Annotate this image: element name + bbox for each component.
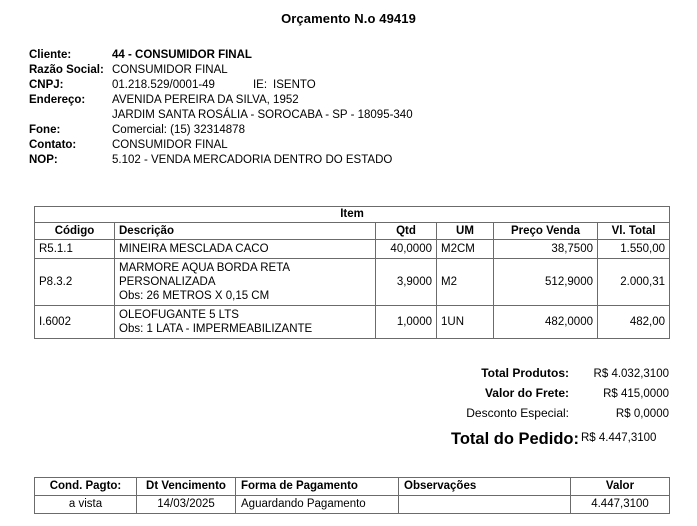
cell-descricao [115,259,376,306]
description-line: OLEOFUGANTE 5 LTS [119,309,239,321]
total-row-pedido [430,430,669,456]
value-fone: Comercial: (15) 32314878 [112,124,245,136]
label-ie: IE: [252,79,268,91]
cell-um: M2 [437,259,494,306]
label-razao-social: Razão Social: [29,64,104,76]
cell-total: 2.000,31 [598,259,670,306]
column-header-forma-pagamento: Forma de Pagamento [236,478,399,496]
value-cliente: 44 - CONSUMIDOR FINAL [112,49,252,61]
cell-codigo: I.6002 [35,306,115,339]
cell-qtd: 40,0000 [376,240,437,259]
cell-preco: 38,7500 [494,240,598,259]
cell-valor: 4.447,3100 [571,496,670,514]
customer-row-contato [29,138,549,153]
label-valor-frete: Valor do Frete: [484,386,569,400]
customer-row-cliente [29,48,549,63]
page-title: Orçamento N.o 49419 [281,11,416,26]
value-endereco: AVENIDA PEREIRA DA SILVA, 1952 [112,94,299,106]
column-header-cond-pagto: Cond. Pagto: [35,478,137,496]
cell-total: 482,00 [598,306,670,339]
items-table [34,206,670,339]
description-line: Obs: 26 METROS X 0,15 CM [119,290,270,302]
payment-conditions-table [34,477,670,514]
cell-codigo: R5.1.1 [35,240,115,259]
value-contato: CONSUMIDOR FINAL [112,139,228,151]
value-valor-frete: R$ 415,0000 [603,388,669,400]
payment-table-body [35,496,670,514]
total-row-produtos [430,366,669,386]
label-endereco: Endereço: [29,94,86,106]
cell-um: M2CM [437,240,494,259]
value-ie: ISENTO [273,79,316,91]
customer-row-razao-social [29,63,549,78]
label-cnpj: CNPJ: [29,79,64,91]
cell-um: 1UN [437,306,494,339]
table-row [35,496,670,514]
value-total-pedido: R$ 4.447,3100 [581,432,657,444]
column-header-observacoes: Observações [399,478,571,496]
value-cnpj: 01.218.529/0001-49 [112,79,215,91]
cell-dt-vencimento: 14/03/2025 [137,496,236,514]
cell-cond-pagto: a vista [35,496,137,514]
customer-info-block [29,48,549,168]
cell-total: 1.550,00 [598,240,670,259]
total-row-desconto [430,406,669,426]
description-line: MINEIRA MESCLADA CACO [119,243,269,255]
items-header-row [35,223,670,240]
customer-row-endereco-cont [29,108,549,123]
description-line: PERSONALIZADA [119,276,216,288]
items-table-body [35,240,670,339]
cell-qtd: 1,0000 [376,306,437,339]
label-desconto-especial: Desconto Especial: [466,406,569,420]
cell-forma-pagamento: Aguardando Pagamento [236,496,399,514]
cell-descricao [115,306,376,339]
items-banner-cell: Item [35,207,670,223]
cell-qtd: 3,9000 [376,259,437,306]
customer-row-endereco [29,93,549,108]
column-header-codigo: Código [35,223,115,240]
column-header-dt-vencimento: Dt Vencimento [137,478,236,496]
table-row [35,259,670,306]
column-header-valor: Valor [571,478,670,496]
cell-observacoes [399,496,571,514]
payment-header-row [35,478,670,496]
column-header-descricao: Descrição [115,223,376,240]
customer-row-fone [29,123,549,138]
cell-descricao [115,240,376,259]
column-header-um: UM [437,223,494,240]
label-fone: Fone: [29,124,61,136]
column-header-qtd: Qtd [376,223,437,240]
cell-preco: 512,9000 [494,259,598,306]
label-total-pedido: Total do Pedido: [450,430,579,448]
table-row [35,240,670,259]
label-nop: NOP: [29,154,58,166]
total-row-frete [430,386,669,406]
label-cliente: Cliente: [29,49,72,61]
value-razao-social: CONSUMIDOR FINAL [112,64,228,76]
items-banner-row [35,207,670,223]
totals-block [430,366,669,456]
description-line: Obs: 1 LATA - IMPERMEABILIZANTE [119,323,313,335]
column-header-preco-venda: Preço Venda [494,223,598,240]
cell-preco: 482,0000 [494,306,598,339]
value-endereco-cont: JARDIM SANTA ROSÁLIA - SOROCABA - SP - 18095-340 [112,109,413,121]
value-total-produtos: R$ 4.032,3100 [593,368,669,380]
description-line: MARMORE AQUA BORDA RETA [119,262,291,274]
label-contato: Contato: [29,139,77,151]
column-header-vl-total: Vl. Total [598,223,670,240]
label-total-produtos: Total Produtos: [481,366,569,380]
value-desconto-especial: R$ 0,0000 [615,408,669,420]
customer-row-cnpj [29,78,549,93]
table-row [35,306,670,339]
customer-row-nop [29,153,549,168]
value-nop: 5.102 - VENDA MERCADORIA DENTRO DO ESTADO [112,154,393,166]
cell-codigo: P8.3.2 [35,259,115,306]
